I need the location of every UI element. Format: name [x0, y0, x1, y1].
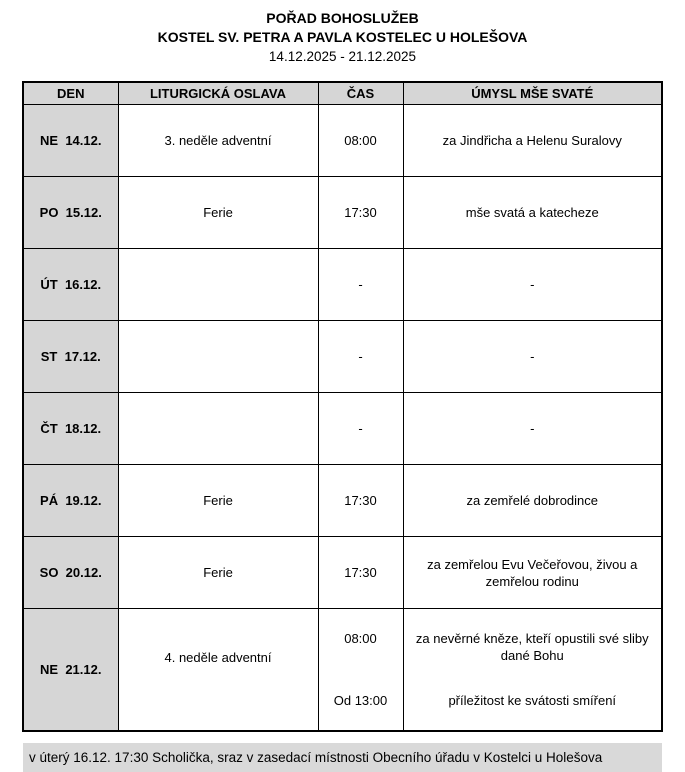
- day-cell: NE 21.12.: [23, 609, 118, 732]
- time-entry: Od 13:00: [333, 693, 388, 708]
- mass-schedule-table: [22, 81, 663, 732]
- intention-cell: za zemřelou Evu Večeřovou, živou a zemřelou rodinu: [403, 537, 662, 609]
- time-cell: -: [318, 249, 403, 321]
- day-cell: SO 20.12.: [23, 537, 118, 609]
- table-row: [23, 465, 662, 537]
- col-header-time: ČAS: [318, 82, 403, 105]
- day-cell: PO 15.12.: [23, 177, 118, 249]
- table-row: [23, 105, 662, 177]
- intention-entry: za nevěrné kněze, kteří opustili své sliby dané Bohu: [415, 631, 649, 663]
- table-row: [23, 249, 662, 321]
- intention-entry: příležitost ke svátosti smíření: [448, 693, 617, 708]
- time-cell: 08:00: [318, 105, 403, 177]
- page-header: [0, 0, 685, 66]
- col-header-intention: ÚMYSL MŠE SVATÉ: [403, 82, 662, 105]
- col-header-day: DEN: [23, 82, 118, 105]
- time-cell: [318, 609, 403, 732]
- intention-cell: -: [403, 393, 662, 465]
- intention-cell: -: [403, 249, 662, 321]
- table-row: [23, 321, 662, 393]
- date-range: 14.12.2025 - 21.12.2025: [268, 49, 417, 64]
- intention-cell: -: [403, 321, 662, 393]
- footer-note-text: v úterý 16.12. 17:30 Scholička, sraz v zasedací místnosti Obecního úřadu v Kostelci u Holešova: [29, 750, 603, 765]
- time-cell: 17:30: [318, 177, 403, 249]
- celebration-cell: [118, 393, 318, 465]
- church-name: KOSTEL SV. PETRA A PAVLA KOSTELEC U HOLEŠOVA: [157, 29, 528, 45]
- footer-note: [23, 743, 662, 772]
- table-header-row: [23, 82, 662, 105]
- time-cell: -: [318, 393, 403, 465]
- celebration-cell: 4. neděle adventní: [118, 609, 318, 732]
- day-cell: PÁ 19.12.: [23, 465, 118, 537]
- day-cell: ST 17.12.: [23, 321, 118, 393]
- page-title: POŘAD BOHOSLUŽEB: [266, 10, 419, 26]
- day-cell: ČT 18.12.: [23, 393, 118, 465]
- time-cell: 17:30: [318, 465, 403, 537]
- celebration-cell: Ferie: [118, 465, 318, 537]
- table-row: [23, 177, 662, 249]
- celebration-cell: Ferie: [118, 177, 318, 249]
- time-cell: -: [318, 321, 403, 393]
- celebration-cell: [118, 321, 318, 393]
- time-cell: 17:30: [318, 537, 403, 609]
- celebration-cell: Ferie: [118, 537, 318, 609]
- celebration-cell: 3. neděle adventní: [118, 105, 318, 177]
- day-cell: NE 14.12.: [23, 105, 118, 177]
- intention-cell: [403, 609, 662, 732]
- celebration-cell: [118, 249, 318, 321]
- table-row: [23, 393, 662, 465]
- col-header-celebration: LITURGICKÁ OSLAVA: [118, 82, 318, 105]
- time-entry: 08:00: [344, 631, 377, 646]
- intention-cell: za zemřelé dobrodince: [403, 465, 662, 537]
- day-cell: ÚT 16.12.: [23, 249, 118, 321]
- table-row: [23, 537, 662, 609]
- table-row: [23, 609, 662, 732]
- intention-cell: za Jindřicha a Helenu Suralovy: [403, 105, 662, 177]
- intention-cell: mše svatá a katecheze: [403, 177, 662, 249]
